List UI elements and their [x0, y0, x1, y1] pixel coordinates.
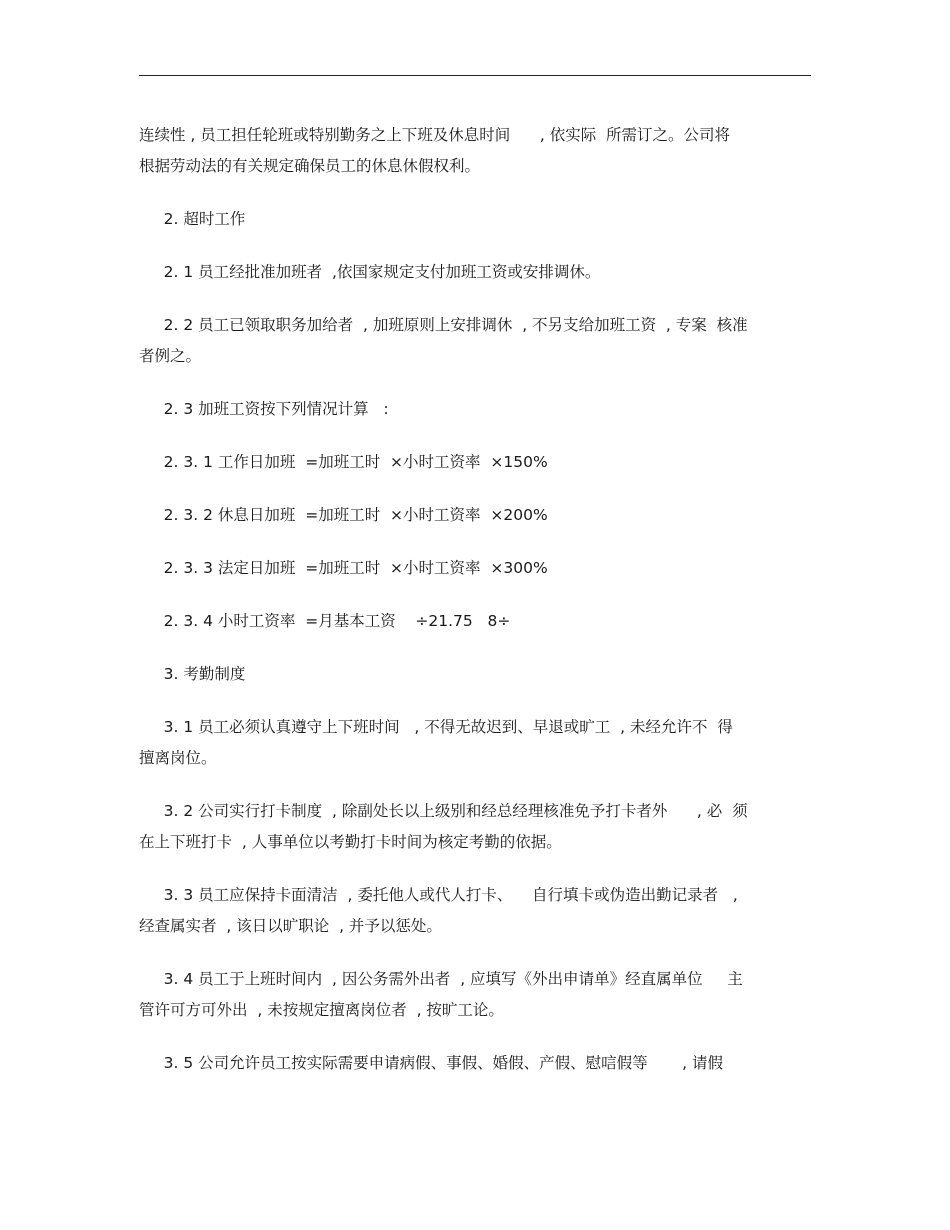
text-line: 根据劳动法的有关规定确保员工的休息休假权利。 [139, 157, 481, 175]
paragraph: 3. 2 公司实行打卡制度 , 除副处长以上级别和经总经理核准免予打卡者外 , 必 须 在上下班打卡 , 人事单位以考勤打卡时间为核定考勤的依据。 [139, 802, 748, 851]
formula-line: 2. 3. 4 小时工资率 =月基本工资 ÷21.75 8÷ [163, 612, 511, 630]
paragraph: 3. 5 公司允许员工按实际需要申请病假、事假、婚假、产假、慰唁假等 , 请假 [163, 1054, 723, 1072]
paragraph: 2. 2 员工已领取职务加给者 , 加班原则上安排调休 , 不另支给加班工资 , 专案 核准 者例之。 [139, 316, 748, 365]
section-heading: 3. 考勤制度 [163, 665, 246, 683]
section-heading: 2. 超时工作 [163, 210, 246, 228]
paragraph: 2. 1 员工经批准加班者 ,依国家规定支付加班工资或安排调休。 [163, 263, 601, 281]
paragraph [139, 120, 819, 182]
text-line: 连续性 , 员工担任轮班或特别勤务之上下班及休息时间 , 依实际 所需订之。公司将 [139, 126, 731, 144]
formula-line: 2. 3. 2 休息日加班 =加班工时 ×小时工资率 ×200% [163, 506, 548, 524]
paragraph: 3. 4 员工于上班时间内 , 因公务需外出者 , 应填写《外出申请单》经直属单位 主 管许可方可外出 , 未按规定擅离岗位者 , 按旷工论。 [139, 970, 743, 1019]
document-body [139, 120, 819, 1101]
paragraph: 3. 3 员工应保持卡面清洁 , 委托他人或代人打卡、 自行填卡或伪造出勤记录者 , 经查属实者 , 该日以旷职论 , 并予以惩处。 [139, 886, 738, 935]
formula-line: 2. 3. 1 工作日加班 =加班工时 ×小时工资率 ×150% [163, 453, 548, 471]
paragraph: 3. 1 员工必须认真遵守上下班时间 , 不得无故迟到、早退或旷工 , 未经允许不 得 擅离岗位。 [139, 718, 733, 767]
header-rule [139, 75, 811, 76]
formula-line: 2. 3. 3 法定日加班 =加班工时 ×小时工资率 ×300% [163, 559, 548, 577]
paragraph: 2. 3 加班工资按下列情况计算 : [163, 400, 389, 418]
